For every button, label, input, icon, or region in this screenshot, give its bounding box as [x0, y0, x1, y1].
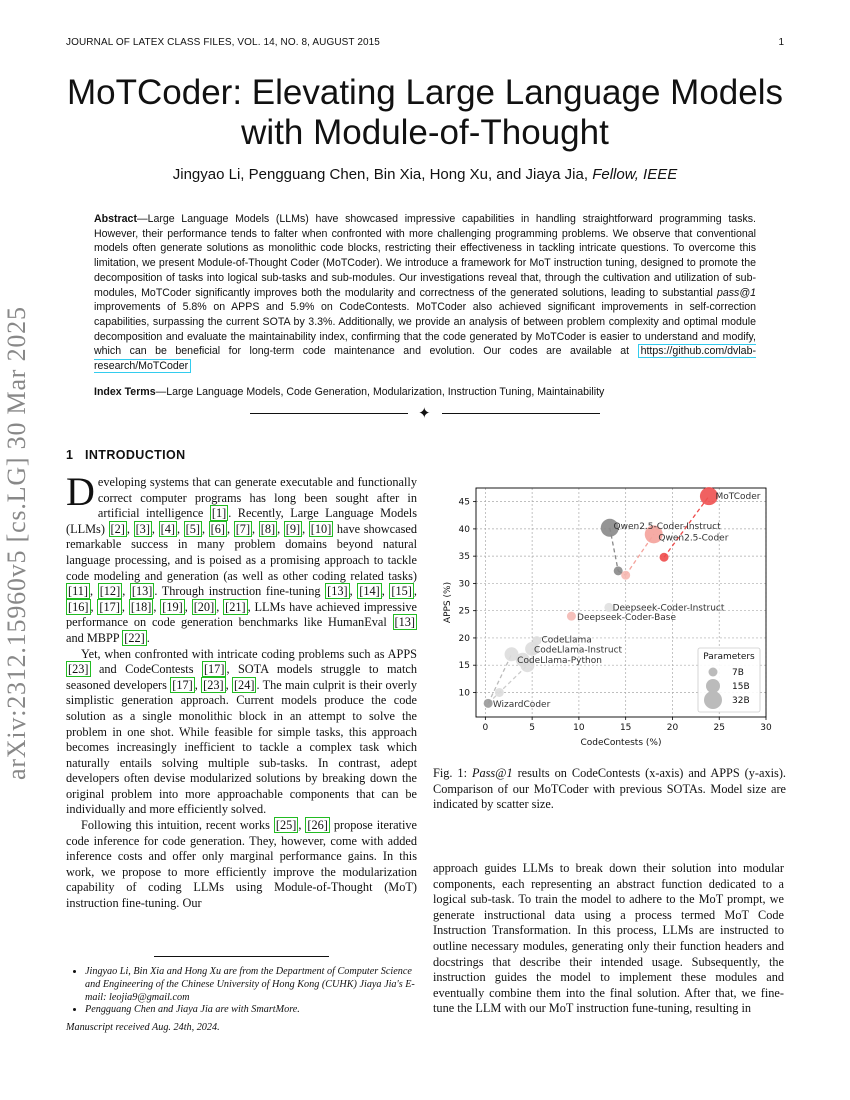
text-span: propose iterative code inference for code generation. They, however, come with added inference costs and offer only marginal performance gains. In this work, we propose to more efficiently improve the modularization capability of coding LLMs using Module-of-Thought (MoT) instruction fine-tuning. Our [66, 818, 417, 911]
citation-link[interactable]: [26] [307, 818, 328, 833]
citation-link[interactable]: [23] [203, 677, 224, 692]
citation-link[interactable]: [24] [233, 677, 255, 692]
point-label: Deepseek-Coder-Base [577, 613, 676, 624]
text-span: . Recently, Large Language Models (LLMs) [66, 506, 417, 536]
x-tick-label: 25 [713, 723, 725, 733]
separator-line-right [442, 413, 600, 414]
figure-1 [436, 480, 786, 750]
citation-link[interactable]: [20] [193, 599, 215, 614]
footnote-affiliation: • Jingyao Li, Bin Xia and Hong Xu are from the Department of Computer Science and Engineering of the Chinese University of Hong Kong (CUHK) Jiaya Jia's E-mail: leojia9@gmail.com [85, 966, 421, 1004]
y-axis-label: APPS (%) [443, 581, 453, 624]
authors-names: Jingyao Li, Pengguang Chen, Bin Xia, Hong Xu, and Jiaya Jia, [172, 166, 589, 183]
authors-suffix: Fellow, IEEE [592, 166, 678, 183]
point-label: Qwen2.5-Coder-Instruct [613, 522, 721, 533]
citation-link[interactable]: [21] [225, 599, 246, 614]
citation-link[interactable]: [17] [99, 599, 120, 614]
y-tick-label: 40 [458, 524, 470, 535]
citation-link[interactable]: [1] [211, 506, 227, 521]
intro-paragraph-1: Developing systems that can generate executable and functionally correct computer programs has long been sought after in artificial intelligence [1] . Recently, Large Language Models (LLMs) [2] , [3] , [4] , [5] , [6] , [7] , [8] , [9] , [10] have showcased remarkable success in many problem domains beyond natural language processing, and is poised as a promising approach to tackle code modeling and generation (as well as other coding related tasks) [11] , [12] , [13] . Through instruction fine-tuning [13] , [14] , [15] , [16] , [17] , [18] , [19] , [20] , [21] , LLMs have achieved impressive performance on code generation benchmarks like HumanEval [13] and MBPP [22] . [66, 469, 417, 645]
text-span: . Through instruction fine-tuning [154, 584, 326, 599]
citation-link[interactable]: [5] [185, 521, 200, 536]
citation-link[interactable]: [8] [260, 521, 276, 536]
citation-link[interactable]: [22] [124, 630, 145, 645]
index-terms-label: Index Terms [94, 386, 156, 398]
legend-marker [704, 691, 722, 709]
citation-link[interactable]: [25] [275, 818, 297, 833]
citation-link[interactable]: [16] [68, 599, 89, 614]
footnote-rule [154, 956, 329, 957]
footnotes [66, 966, 421, 1035]
dropcap: D [66, 469, 95, 514]
legend-title: Parameters [703, 652, 755, 662]
citation-link[interactable]: [13] [327, 584, 348, 599]
section-separator [250, 405, 600, 423]
y-tick-label: 10 [458, 688, 470, 699]
legend-marker [709, 668, 718, 677]
point-label: Qwen2.5-Coder [658, 533, 729, 544]
data-point [484, 699, 493, 708]
abstract-text: —Large Language Models (LLMs) have showcased impressive capabilities in handling straightforward programming tasks. However, their performance tends to falter when confronted with more challenging programming problems. We observe that conventional models often generate solutions as monolithic code blocks, restricting their effectiveness in tackling intricate questions. To overcome this limitation, we present Module-of-Thought Coder (MoTCoder). We introduce a framework for MoT instruction tuning, designed to promote the decomposition of tasks into logical sub-tasks and sub-modules. Our investigations reveal that, through the cultivation and utilization of sub-modules, MoTCoder significantly improves both the modularity and correctness of the generated solutions, leading to substantial [94, 213, 756, 299]
citation-link[interactable]: [12] [99, 584, 121, 599]
point-label: Deepseek-Coder-Instruct [612, 603, 725, 614]
text-span: and CodeContests [90, 662, 202, 677]
citation-link[interactable]: [2] [110, 521, 125, 536]
point-label: WizardCoder [492, 699, 551, 710]
paper-title: MoTCoder: Elevating Large Language Models with Module-of-Thought [67, 73, 783, 152]
github-link[interactable]: https://github.com/dvlab-research/MoTCoder [94, 345, 756, 373]
author-list [40, 166, 810, 183]
index-terms-text: —Large Language Models, Code Generation, Modularization, Instruction Tuning, Maintainability [155, 386, 605, 398]
legend-marker [706, 679, 720, 693]
y-tick-label: 15 [458, 661, 470, 672]
citation-link[interactable]: [13] [394, 615, 415, 630]
footnote-affiliation-2: • Pengguang Chen and Jiaya Jia are with SmartMore. [85, 1004, 421, 1017]
citation-link[interactable]: [17] [172, 677, 193, 692]
citation-link[interactable]: [14] [359, 584, 380, 599]
intro-left-column [66, 469, 417, 912]
series-connector-line [488, 665, 527, 703]
scatter-chart [436, 480, 786, 750]
citation-link[interactable]: [13] [131, 584, 153, 599]
abstract-label: Abstract [94, 213, 137, 225]
text-span: and MBPP [66, 630, 123, 645]
citation-link[interactable]: [10] [310, 521, 332, 536]
citation-link[interactable]: [7] [235, 521, 251, 536]
point-label: CodeLlama [541, 635, 592, 646]
text-span: , SOTA models struggle to match seasoned developers [66, 662, 417, 692]
citation-link[interactable]: [18] [130, 599, 152, 614]
citation-link[interactable]: [15] [391, 584, 412, 599]
legend-label: 15B [732, 682, 750, 692]
data-point [495, 688, 504, 697]
intro-right-paragraph: approach guides LLMs to break down their solution into modular components, each representing an abstract function dedicated to a logical sub-task. To train the model to adhere to the MoT prompt, we generate instructional data using a process termed MoT Code Instruction Transformation. In this process, LLMs are instructed to outline necessary modules, generating only their function headers and docstrings that describe their intended usage. Subsequently, the instruction guides the model to implement these modules and eventually combine them into the final solution. After that, we fine-tune the LLM with our MoT instruction fune-tuning, resulting in [433, 861, 784, 1016]
caption-label: Fig. 1: [433, 766, 472, 780]
text-span: Yet, when confronted with intricate coding problems such as APPS [81, 646, 417, 661]
caption-text: results on CodeContests (x-axis) and APPS (y-axis). Comparison of our MoTCoder with previous SOTAs. Model size are indicated by scatter size. [433, 766, 786, 812]
index-terms [94, 386, 756, 398]
text-span: Following this intuition, recent works [81, 818, 274, 833]
figure-caption [433, 766, 786, 813]
citation-link[interactable]: [11] [68, 584, 89, 599]
data-point [621, 571, 630, 580]
x-tick-label: 0 [482, 723, 489, 733]
citation-link[interactable]: [17] [203, 662, 225, 677]
data-point [532, 636, 541, 645]
separator-diamond-icon: ✦ [418, 405, 431, 422]
intro-right-column [433, 861, 784, 1017]
section-heading [66, 448, 186, 462]
y-tick-label: 35 [458, 552, 470, 563]
section-number: 1 [66, 448, 74, 462]
citation-link[interactable]: [3] [135, 521, 150, 536]
x-tick-label: 10 [573, 723, 585, 733]
citation-link[interactable]: [6] [210, 521, 226, 536]
caption-pass-label: Pass@1 [471, 766, 513, 780]
abstract [94, 212, 756, 374]
legend-label: 7B [732, 668, 744, 678]
x-tick-label: 20 [666, 723, 679, 733]
point-label: CodeLlama-Python [517, 655, 602, 666]
section-title: INTRODUCTION [84, 448, 186, 462]
data-point [660, 553, 669, 562]
abstract-text-2: improvements of 5.8% on APPS and 5.9% on CodeContests. MoTCoder also achieved significant improvements in self-correction capabilities, surpassing the current SOTA by 3.3%. Additionally, we provide an analysis of between problem complexity and optimal module decomposition and evaluate the maintainability index, confirming that the code generated by MoTCoder is easier to understand and modify, which can be beneficial for long-term code maintenance and evolution. Our codes are available at [94, 301, 756, 358]
text-span: , LLMs have achieved impressive performance on code generation benchmarks like HumanEval [66, 599, 417, 630]
intro-paragraph-3: Following this intuition, recent works [25] , [26] propose iterative code inference for code generation. They, however, come with added inference costs and offer only marginal performance gains. In this work, we propose to more efficiently improve the modularization capability of coding LLMs using Module-of-Thought (MoT) instruction fine-tuning. Our [66, 818, 417, 911]
data-point [614, 566, 623, 575]
running-head: JOURNAL OF LATEX CLASS FILES, VOL. 14, NO. 8, AUGUST 2015 [66, 37, 380, 48]
abstract-pass-label: pass@1 [716, 286, 756, 299]
text-span: . [146, 630, 150, 645]
manuscript-note: Manuscript received Aug. 24th, 2024. [66, 1022, 220, 1034]
arxiv-stamp: arXiv:2312.15960v5 [cs.LG] 30 Mar 2025 [2, 306, 31, 780]
x-tick-label: 30 [760, 723, 772, 733]
citation-link[interactable]: [19] [162, 599, 183, 614]
x-tick-label: 5 [529, 723, 535, 733]
data-point [567, 612, 576, 621]
y-tick-label: 30 [458, 579, 470, 590]
page-number: 1 [778, 37, 784, 48]
citation-link[interactable]: [4] [160, 521, 175, 536]
x-tick-label: 15 [619, 723, 632, 733]
text-span: eveloping systems that can generate executable and functionally correct computer programs has long been sought after in artificial intelligence [97, 475, 417, 521]
y-tick-label: 45 [458, 497, 470, 508]
point-label: MoTCoder [715, 492, 761, 503]
y-tick-label: 25 [458, 606, 470, 617]
separator-line-left [250, 413, 408, 414]
citation-link[interactable]: [23] [68, 662, 89, 677]
y-tick-label: 20 [458, 633, 470, 644]
citation-link[interactable]: [9] [285, 521, 301, 536]
point-label: CodeLlama-Instruct [534, 645, 623, 656]
x-axis-label: CodeContests (%) [580, 738, 662, 748]
legend-label: 32B [732, 696, 750, 706]
text-span: have showcased remarkable success in many problem domains beyond natural language processing, and is poised as a promising approach to tackle code modeling and generation (as well as other coding related tasks) [66, 521, 417, 583]
text-span: . The main culprit is their overly simplistic generation approach. Current models produce the code solution as a single monolithic block in an attempt to solve the problem in one shot. While feasible for simple tasks, this approach becomes increasingly inefficient to tackle a complex task which naturally entails solving multiple sub-tasks. In contrast, adept developers often devise modularized solutions by breaking down the original problem into more approachable components that can be individually and more efficiently solved. [66, 677, 417, 817]
intro-paragraph-2: Yet, when confronted with intricate coding problems such as APPS [23] and CodeContests [17] , SOTA models struggle to match seasoned developers [17] , [23] , [24] . The main culprit is their overly simplistic generation approach. Current models produce the code solution as a single monolithic block in an attempt to solve the problem in one shot. While feasible for simple tasks, this approach becomes increasingly inefficient to tackle a complex task which naturally entails solving multiple sub-tasks. In contrast, adept developers often devise modularized solutions by breaking down the original problem into more approachable components that can be individually and more efficiently solved. [66, 646, 417, 817]
